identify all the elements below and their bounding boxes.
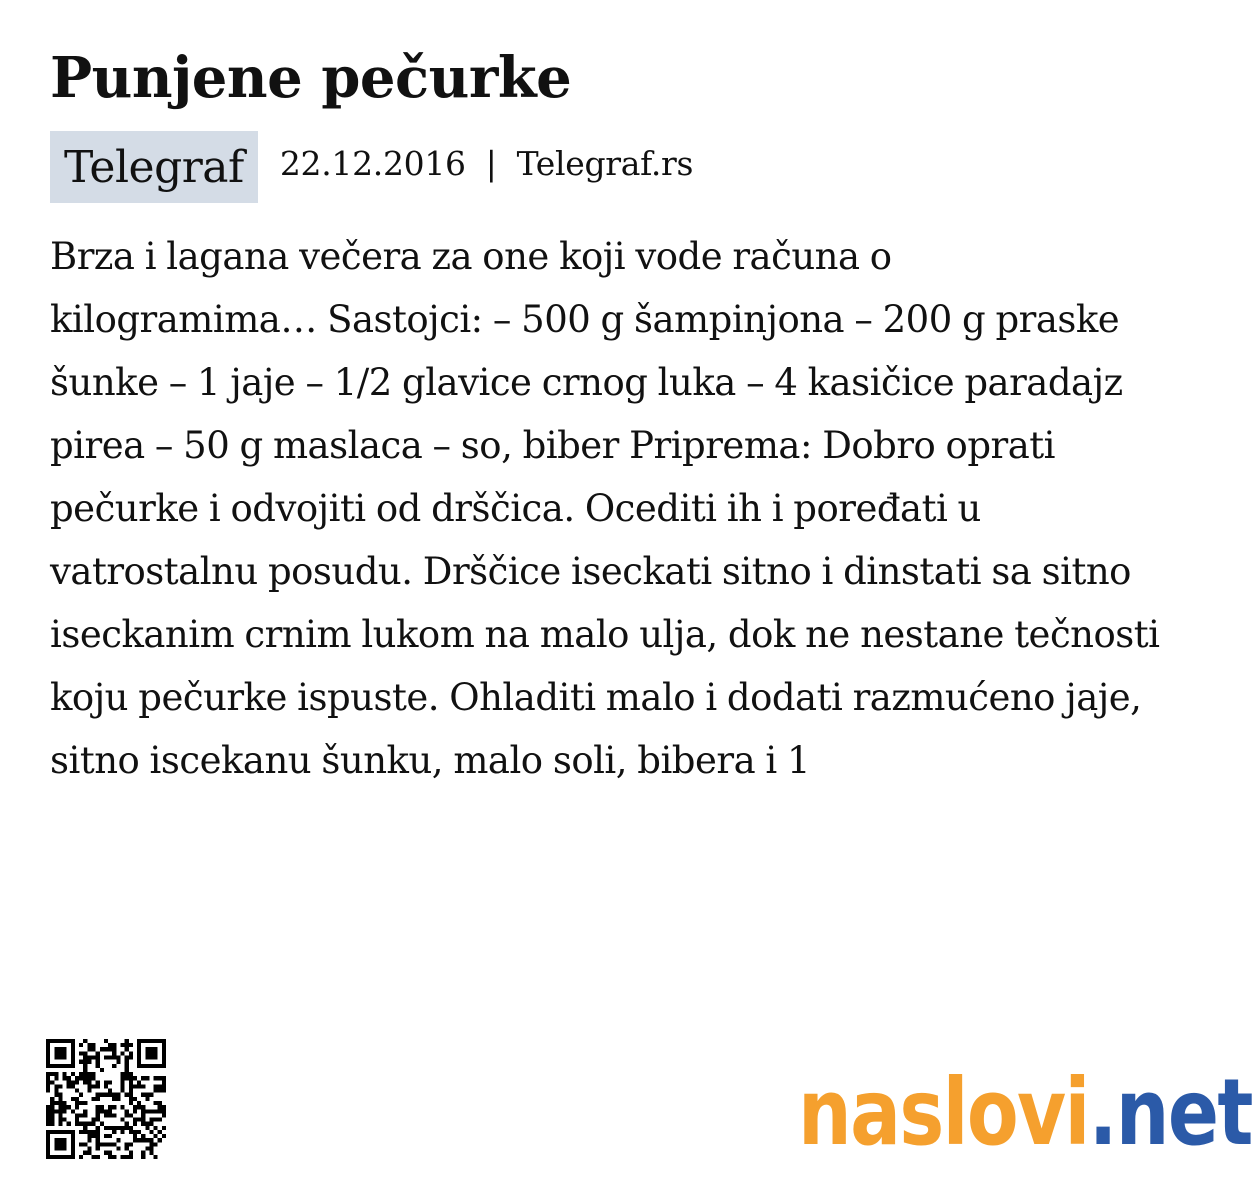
source-badge[interactable]: Telegraf	[50, 131, 258, 203]
article-body	[50, 225, 1160, 855]
qr-code-icon	[46, 1038, 166, 1164]
article-date: 22.12.2016	[279, 143, 466, 183]
article-body-text: Brza i lagana večera za one koji vode računa o kilogramima… Sastojci: – 500 g šampinjona – 200 g praske šunke – 1 jaje – 1/2 glavice crnog luka – 4 kasičice paradajz pirea – 50 g maslaca – so, biber Priprema: Dobro oprati pečurke i odvojiti od drščica. Ocediti ih i poređati u vatrostalnu posudu. Drščice iseckati sitno i dinstati sa sitno iseckanim crnim lukom na malo ulja, dok ne nestane tečnosti koju pečurke ispuste. Ohladiti malo i dodati razmućeno jaje, sitno iscekanu šunku, malo soli, bibera i 1	[50, 235, 1160, 782]
logo-text-net: .net	[1088, 1059, 1252, 1166]
article-meta	[50, 131, 693, 203]
source-domain[interactable]: Telegraf.rs	[516, 143, 694, 183]
naslovi-logo[interactable]	[798, 1058, 1252, 1168]
logo-text-naslovi: naslovi	[798, 1059, 1089, 1166]
meta-separator: |	[485, 143, 497, 183]
meta-line	[280, 144, 693, 183]
text-fade-overlay	[50, 795, 1160, 855]
article-title: Punjene pečurke	[50, 45, 572, 111]
